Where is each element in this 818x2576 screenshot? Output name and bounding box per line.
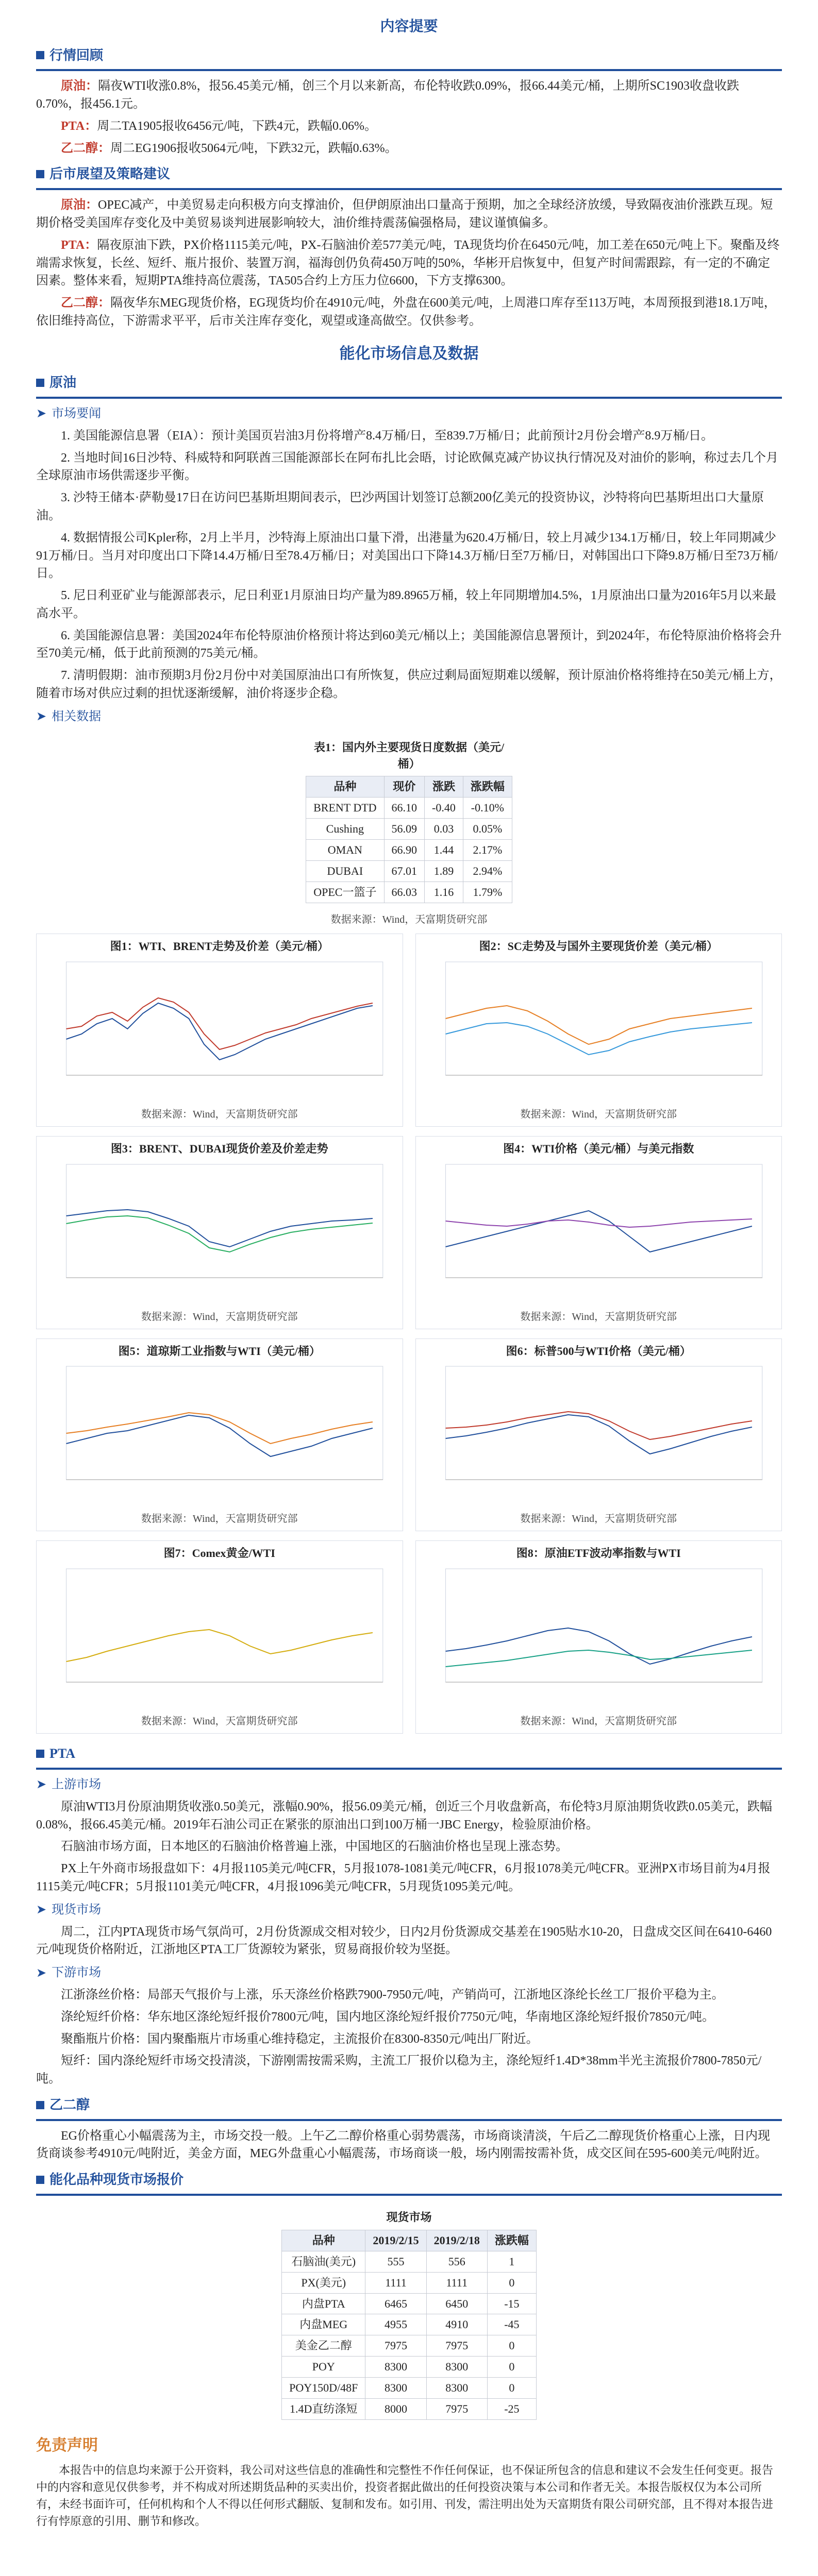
col-header: 涨跌幅 (487, 2230, 536, 2251)
crude-data-heading: ➤ 相关数据 (36, 709, 102, 724)
review-para-pta: PTA：周二TA1905报收6456元/吨，下跌4元，跌幅0.06%。 (61, 119, 377, 133)
news-item: 4. 数据情报公司Kpler称，2月上半月，沙特海上原油出口量下滑，出港量为620.4万桶/日，较上月减少134.1万桶/日，较上年同期减少91万桶/日。当月对印度出口下降14.4万桶/日至78.4万桶/日；对美国出口下降14.3万桶/日至7万桶/日，对韩国出口下降9.8万桶/日至73万桶/日。 (36, 531, 778, 581)
disclaimer-title: 免责声明 (36, 2436, 98, 2454)
chart-source: 数据来源：Wind，天富期货研究部 (141, 1311, 298, 1323)
chart-source: 数据来源：Wind，天富期货研究部 (520, 1311, 677, 1323)
pta-downstream-para: 短纤：国内涤纶短纤市场交投清淡，下游刚需按需采购，主流工厂报价以稳为主，涤纶短纤1.4D*38mm半光主流报价7800-7850元/吨。 (36, 2054, 762, 2086)
chart-title: 图1：WTI、BRENT走势及价差（美元/桶） (110, 939, 329, 953)
pta-upstream-para: 石脑油市场方面，日本地区的石脑油价格普遍上涨，中国地区的石脑油价格也呈现上涨态势。 (61, 1840, 568, 1854)
news-item: 2. 当地时间16日沙特、科威特和阿联酋三国能源部长在阿布扎比会晤，讨论欧佩克减产协议执行情况及对油价的影响，称过去几个月全球原油市场供需逐步平衡。 (36, 451, 778, 483)
pta-downstream-para: 聚酯瓶片价格：国内聚酯瓶片市场重心维持稳定，主流报价在8300-8350元/吨出厂附近。 (61, 2032, 539, 2046)
table-row: POY 8300 8300 0 (282, 2357, 537, 2378)
page-title: 内容提要 (380, 19, 438, 35)
pta-px-para: PX上午外商市场报盘如下：4月报1105美元/吨CFR，5月报1078-1081美元/吨CFR，6月报1078美元/吨CFR。亚洲PX市场目前为4月报1115美元/吨CFR；5月报1101美元/吨CFR，4月报1096美元/吨CFR，5月现货1095美元/吨。 (36, 1862, 771, 1894)
col-header: 品种 (306, 776, 384, 798)
divider (36, 2194, 782, 2196)
table-row: 石脑油(美元) 555 556 1 (282, 2251, 537, 2272)
review-para-crude: 原油：隔夜WTI收涨0.8%，报56.45美元/桶，创三个月以来新高，布伦特收跌0.09%，报66.44美元/桶，上期所SC1903收盘收跌0.70%，报456.1元。 (36, 79, 739, 111)
chart-source: 数据来源：Wind，天富期货研究部 (520, 1108, 677, 1120)
triangle-right-icon: ➤ (36, 1966, 47, 1980)
chart-source: 数据来源：Wind，天富期货研究部 (520, 1716, 677, 1727)
chart-title: 图4：WTI价格（美元/桶）与美元指数 (503, 1142, 694, 1155)
col-header: 2019/2/18 (426, 2230, 487, 2251)
col-header: 品种 (282, 2230, 365, 2251)
pta-downstream-para: 江浙涤丝价格：局部天气报价与上涨，乐天涤丝价格跌7900-7950元/吨，产销尚可，江浙地区涤纶长丝工厂报价平稳为主。 (61, 1988, 724, 2002)
table-row: PX(美元) 1111 1111 0 (282, 2272, 537, 2293)
divider (36, 2119, 782, 2121)
divider (36, 69, 782, 71)
chart-title: 图3：BRENT、DUBAI现货价差及价差走势 (110, 1142, 328, 1155)
chart-card (415, 934, 782, 1127)
pta-upstream-heading: ➤ 上游市场 (36, 1778, 102, 1792)
chart-title: 图2：SC走势及与国外主要现货价差（美元/桶） (479, 939, 718, 953)
table-row: Cushing 56.09 0.03 0.05% (306, 819, 512, 840)
chart-card (36, 934, 403, 1127)
pta-spot-heading: ➤ 现货市场 (36, 1903, 102, 1917)
crude-news-list (36, 427, 782, 703)
table-source: 数据来源：Wind，天富期货研究部 (330, 913, 488, 925)
chart-plot (420, 1159, 778, 1309)
chart-title: 图7：Comex黄金/WTI (163, 1547, 275, 1560)
col-header: 涨跌幅 (463, 776, 512, 798)
chart-card (36, 1540, 403, 1734)
crude-heading: 原油 (36, 373, 782, 393)
table-caption: 表1：国内外主要现货日度数据（美元/桶） (313, 740, 505, 770)
chart-source: 数据来源：Wind，天富期货研究部 (520, 1513, 677, 1525)
square-bullet-icon (36, 2176, 44, 2184)
outlook-paragraphs (36, 196, 782, 330)
table-caption: 现货市场 (386, 2210, 432, 2224)
square-bullet-icon (36, 2101, 44, 2109)
square-bullet-icon (36, 379, 44, 387)
outlook-heading: 后市展望及策略建议 (36, 164, 782, 184)
chart-title: 图5：道琼斯工业指数与WTI（美元/桶） (118, 1344, 321, 1358)
review-paragraphs (36, 77, 782, 157)
pta-heading: PTA (36, 1744, 782, 1764)
col-header: 涨跌 (425, 776, 463, 798)
news-item: 5. 尼日利亚矿业与能源部表示，尼日利亚1月原油日均产量为89.8965万桶，较上年同期增加4.5%，1月原油出口量为2016年5月以来最高水平。 (36, 589, 776, 620)
chart-title: 图8：原油ETF波动率指数与WTI (516, 1547, 681, 1560)
disclaimer-text: 本报告中的信息均来源于公开资料，我公司对这些信息的准确性和完整性不作任何保证，也不保证所包含的信息和建议不会发生任何变更。报告中的内容和意见仅供参考，并不构成对所述期货品种的买卖出价，投资者据此做出的任何投资决策与本公司和作者无关。本报告版权仅为本公司所有，未经书面许可，任何机构和个人不得以任何形式翻版、复制和发布。如引用、刊发，需注明出处为天富期货有限公司研究部，且不得对本报告进行有悖原意的引用、删节和修改。 (36, 2464, 774, 2528)
table-header-row (306, 776, 512, 798)
chart-plot (41, 1159, 398, 1309)
chart-title: 图6：标普500与WTI价格（美元/桶） (506, 1344, 691, 1358)
meg-para: EG价格重心小幅震荡为主，市场交投一般。上午乙二醇价格重心弱势震荡，市场商谈清淡，午后乙二醇现货价格重心上涨，日内现货商谈参考4910元/吨附近，美金方面，MEG外盘重心小幅震荡，市场商谈一般，场内刚需按需补货，成交区间在595-600美元/吨附近。 (36, 2129, 770, 2161)
triangle-right-icon: ➤ (36, 1903, 47, 1917)
chart-card (415, 1540, 782, 1734)
spot-table-wrap (36, 735, 782, 903)
table-row: BRENT DTD 66.10 -0.40 -0.10% (306, 798, 512, 819)
chart-source: 数据来源：Wind，天富期货研究部 (141, 1108, 298, 1120)
col-header: 2019/2/15 (365, 2230, 426, 2251)
meg-heading: 乙二醇 (36, 2095, 782, 2115)
table-row: 1.4D直纺涤短 8000 7975 -25 (282, 2398, 537, 2419)
price-table-heading: 能化品种现货市场报价 (36, 2170, 782, 2190)
outlook-para-crude: 原油：OPEC减产，中美贸易走向积极方向支撑油价，但伊朗原油出口量高于预期，加之全球经济放缓，导致隔夜油价涨跌互现。短期价格受美国库存变化及中美贸易谈判进展影响较大，油价维持震荡偏强格局，建议谨慎偏多。 (36, 198, 773, 230)
chart-card (415, 1338, 782, 1532)
pta-spot-para: 周二，江内PTA现货市场气氛尚可，2月份货源成交相对较少，日内2月份货源成交基差在1905贴水10-20，日盘成交区间在6410-6460元/吨现货价格附近，江浙地区PTA工厂货源较为紧张，贸易商报价较为坚挺。 (36, 1925, 772, 1957)
chart-plot (41, 1564, 398, 1713)
divider (36, 1768, 782, 1770)
pta-downstream-heading: ➤ 下游市场 (36, 1966, 102, 1980)
chart-plot (41, 957, 398, 1106)
chart-card (36, 1338, 403, 1532)
table-row: OMAN 66.90 1.44 2.17% (306, 840, 512, 861)
spot-price-table (306, 735, 512, 903)
chart-card (36, 1136, 403, 1329)
chart-plot (420, 957, 778, 1106)
triangle-right-icon: ➤ (36, 407, 47, 421)
news-item: 7. 清明假期：油市预期3月份2月份中对美国原油出口有所恢复，供应过剩局面短期难以缓解，预计原油价格将维持在50美元/桶上方，随着市场对供应过剩的担忧逐渐缓解，油价将逐步企稳。 (36, 669, 782, 701)
news-item: 6. 美国能源信息署：美国2024年布伦特原油价格预计将达到60美元/桶以上；美国能源信息署预计，到2024年，布伦特原油价格将会升至70美元/桶，低于此前预测的75美元/桶。 (36, 629, 782, 660)
chart-source: 数据来源：Wind，天富期货研究部 (141, 1716, 298, 1727)
chart-plot (420, 1564, 778, 1713)
crude-charts-grid (36, 934, 782, 1734)
outlook-para-pta: PTA：隔夜原油下跌，PX价格1115美元/吨，PX-石脑油价差577美元/吨，TA现货均价在6450元/吨，加工差在650元/吨上下。聚酯及终端需求恢复，长丝、短纤、瓶片报价、装置万润，福海创仍负荷450万吨的50%，华彬开启恢复中，但复产时间需跟踪，有一定的不确定因素。整体来看，短期PTA维持高位震荡，TA505合约上方压力位6600，下方支撑6300。 (36, 238, 780, 288)
pta-downstream-para: 涤纶短纤价格：华东地区涤纶短纤报价7800元/吨，国内地区涤纶短纤报价7750元/吨，华南地区涤纶短纤报价7850元/吨。 (61, 2010, 715, 2024)
market-section-title: 能化市场信息及数据 (339, 345, 479, 362)
col-header: 现价 (384, 776, 425, 798)
square-bullet-icon (36, 51, 44, 59)
square-bullet-icon (36, 1750, 44, 1758)
table-row: DUBAI 67.01 1.89 2.94% (306, 861, 512, 882)
crude-news-heading: ➤ 市场要闻 (36, 406, 102, 421)
table-row: 内盘MEG 4955 4910 -45 (282, 2314, 537, 2335)
table-row: 内盘PTA 6465 6450 -15 (282, 2293, 537, 2314)
table-row: POY150D/48F 8300 8300 0 (282, 2378, 537, 2399)
chart-plot (41, 1361, 398, 1511)
chart-source: 数据来源：Wind，天富期货研究部 (141, 1513, 298, 1525)
review-para-meg: 乙二醇：周二EG1906报收5064元/吨，下跌32元，跌幅0.63%。 (61, 141, 397, 155)
pta-upstream-para: 原油WTI3月份原油期货收涨0.50美元，涨幅0.90%，报56.09美元/桶，创近三个月收盘新高，布伦特3月原油期货收跌0.05美元，跌幅0.08%，报66.45美元/桶。2019年石油公司正在紧张的原油出口到100万桶一JBC Energy，检验原油价格。 (36, 1800, 772, 1832)
news-item: 1. 美国能源信息署（EIA）：预计美国页岩油3月份将增产8.4万桶/日，至839.7万桶/日；此前预计2月份会增产8.9万桶/日。 (61, 429, 713, 443)
news-item: 3. 沙特王储本·萨勒曼17日在访问巴基斯坦期间表示，巴沙两国计划签订总额200亿美元的投资协议，沙特将向巴基斯坦出口大量原油。 (36, 491, 764, 522)
review-heading: 行情回顾 (36, 46, 782, 65)
table-header-row (282, 2230, 537, 2251)
price-table-wrap (36, 2205, 782, 2420)
spot-market-table (281, 2205, 537, 2420)
table-row: 美金乙二醇 7975 7975 0 (282, 2335, 537, 2357)
triangle-right-icon: ➤ (36, 710, 47, 724)
table-row: OPEC一篮子 66.03 1.16 1.79% (306, 882, 512, 903)
divider (36, 188, 782, 190)
disclaimer (36, 2434, 782, 2530)
chart-plot (420, 1361, 778, 1511)
outlook-para-meg: 乙二醇：隔夜华东MEG现货价格，EG现货均价在4910元/吨，外盘在600美元/吨，上周港口库存至113万吨，本周预报到港18.1万吨，依旧维持高位，下游需求平平，后市关注库存变化，观望或逢高做空。仅供参考。 (36, 296, 776, 328)
triangle-right-icon: ➤ (36, 1778, 47, 1792)
divider (36, 397, 782, 399)
chart-card (415, 1136, 782, 1329)
square-bullet-icon (36, 170, 44, 178)
